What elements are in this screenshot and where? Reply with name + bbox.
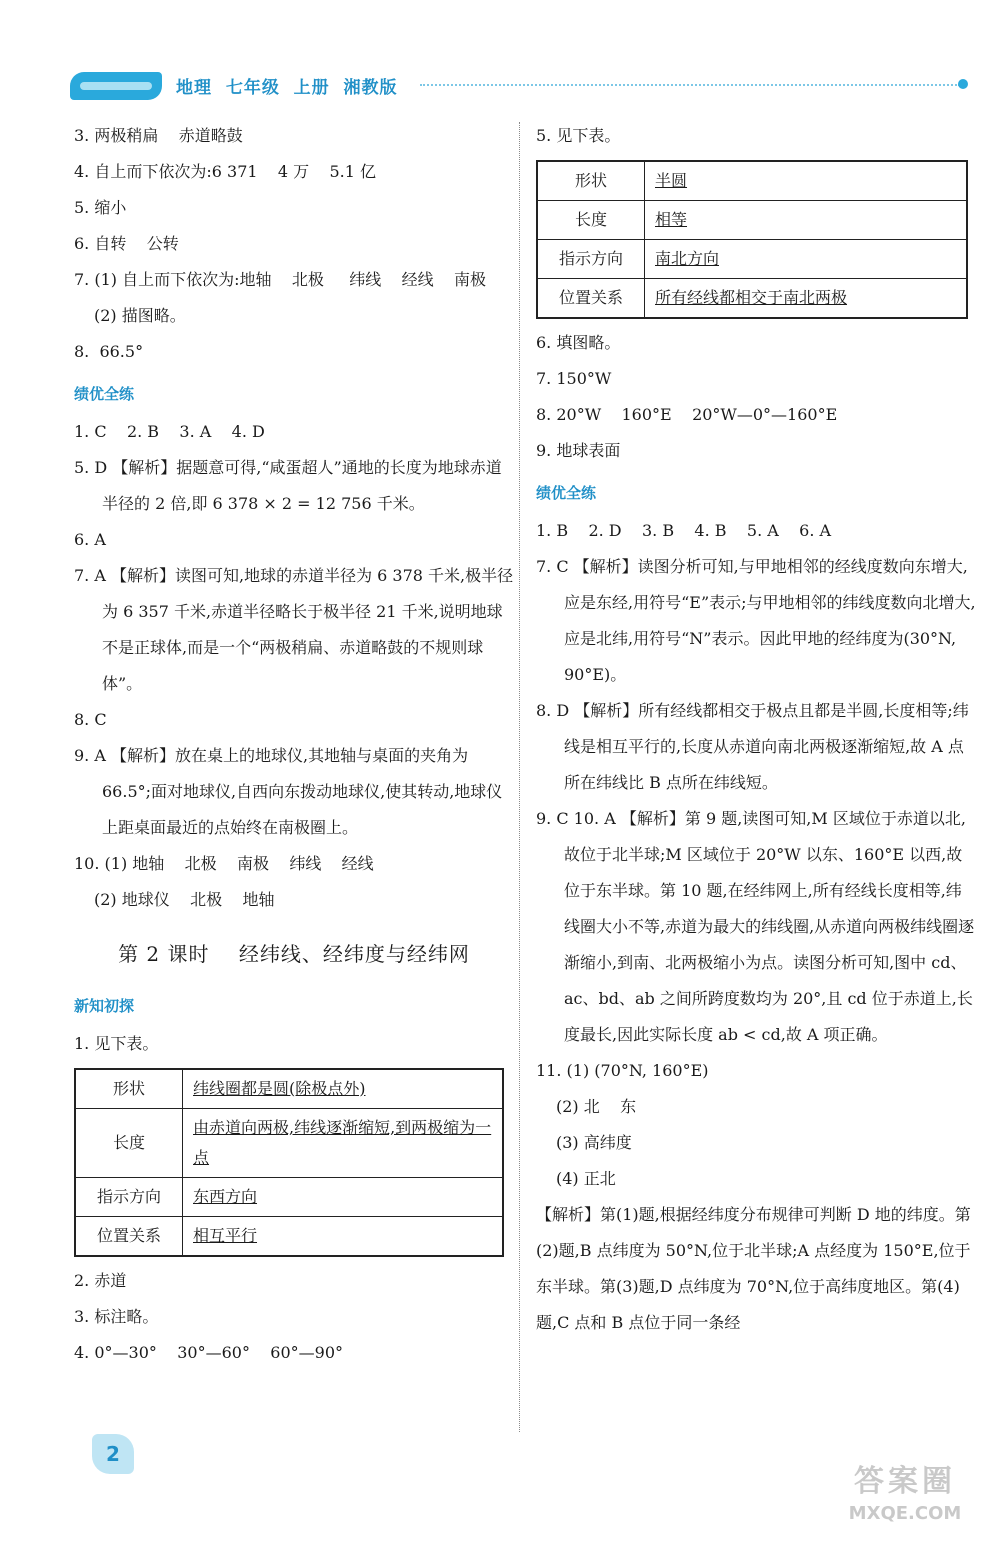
answer-line: 6. 自转 公转	[74, 234, 179, 253]
table-key: 位置关系	[75, 1217, 183, 1257]
answer-line: 9. 地球表面	[536, 441, 621, 460]
table-key: 指示方向	[537, 240, 645, 279]
table-key: 长度	[75, 1109, 183, 1178]
answer-line: 7. 150°W	[536, 369, 612, 388]
answer-line: 4. 自上而下依次为:6 371 4 万 5.1 亿	[74, 162, 377, 181]
column-divider	[519, 122, 520, 1432]
answer-line: 7. (1) 自上而下依次为:地轴 北极 纬线 经线 南极	[74, 270, 486, 289]
table-row	[75, 1178, 503, 1217]
answer-line: 1. C 2. B 3. A 4. D	[74, 422, 265, 441]
header-title: 地理 七年级 上册 湘教版	[176, 78, 398, 98]
answer-paragraph: 5. D 【解析】据题意可得,“咸蛋超人”通地的长度为地球赤道半径的 2 倍,即 6 378 × 2 = 12 756 千米。	[74, 458, 502, 513]
table-value: 纬线圈都是圆(除极点外)	[183, 1069, 504, 1109]
answer-line: (2) 描图略。	[94, 306, 186, 325]
watermark-logo: 答案圈	[854, 1464, 956, 1499]
table-key: 形状	[537, 161, 645, 201]
watermark-url: MXQE.COM	[848, 1503, 962, 1524]
table-value: 所有经线都相交于南北两极	[645, 279, 968, 319]
table-key: 位置关系	[537, 279, 645, 319]
answer-paragraph: 7. A 【解析】读图可知,地球的赤道半径为 6 378 千米,极半径为 6 357 千米,赤道半径略长于极半径 21 千米,说明地球不是正球体,而是一个“两极稍扁、赤道略鼓的不规则球体”。	[74, 566, 514, 693]
watermark	[820, 1462, 990, 1532]
answer-line: 3. 两极稍扁 赤道略鼓	[74, 126, 243, 145]
latitude-table	[74, 1068, 504, 1257]
answer-line: 8. 66.5°	[74, 342, 144, 361]
answer-line: (2) 北 东	[556, 1097, 637, 1116]
section-heading: 绩优全练	[74, 385, 135, 403]
table-value: 东西方向	[183, 1178, 504, 1217]
answer-paragraph: 【解析】第(1)题,根据经纬度分布规律可判断 D 地的纬度。第(2)题,B 点纬度为 50°N,位于北半球;A 点经度为 150°E,位于东半球。第(3)题,D 点纬度为 70°N,位于高纬度地区。第(4)题,C 点和 B 点位于同一条经	[536, 1205, 971, 1332]
answer-line: (2) 地球仪 北极 地轴	[94, 890, 275, 909]
table-value: 由赤道向两极,纬线逐渐缩短,到两极缩为一点	[183, 1109, 504, 1178]
answer-line: 5. 见下表。	[536, 126, 621, 145]
table-row	[75, 1109, 503, 1178]
answer-line: 11. (1) (70°N, 160°E)	[536, 1061, 709, 1080]
answer-line: (3) 高纬度	[556, 1133, 632, 1152]
table-row	[75, 1217, 503, 1257]
section-heading: 新知初探	[74, 997, 135, 1015]
header-logo-stripe	[80, 82, 152, 90]
lesson-title: 第 2 课时 经纬线、经纬度与经纬网	[118, 942, 470, 966]
table-key: 形状	[75, 1069, 183, 1109]
longitude-table	[536, 160, 968, 319]
answer-line: 6. 填图略。	[536, 333, 621, 352]
header-dot	[958, 79, 968, 89]
table-value: 相互平行	[183, 1217, 504, 1257]
answer-line: 1. B 2. D 3. B 4. B 5. A 6. A	[536, 521, 832, 540]
table-value: 南北方向	[645, 240, 968, 279]
answer-line: 4. 0°—30° 30°—60° 60°—90°	[74, 1343, 344, 1362]
answer-line: 1. 见下表。	[74, 1034, 159, 1053]
answer-line: 2. 赤道	[74, 1271, 127, 1290]
table-row	[75, 1069, 503, 1109]
answer-paragraph: 9. C 10. A 【解析】第 9 题,读图可知,M 区域位于赤道以北,故位于北半球;M 区域位于 20°W 以东、160°E 以西,故位于东半球。第 10 题,在经纬网上,所有经线长度相等,纬线圈大小不等,赤道为最大的纬线圈,从赤道向两极纬线圈逐渐缩小,到南、北两极缩小为点。读图分析可知,图中 cd、ac、bd、ab 之间所跨度数均为 20°,且 cd 位于赤道上,长度最长,因此实际长度 ab < cd,故 A 项正确。	[536, 809, 975, 1044]
answer-paragraph: 8. D 【解析】所有经线都相交于极点且都是半圆,长度相等;纬线是相互平行的,长度从赤道向南北两极逐渐缩短,故 A 点所在纬线比 B 点所在纬线短。	[536, 701, 969, 792]
table-row	[537, 161, 967, 201]
answer-line: 5. 缩小	[74, 198, 127, 217]
answer-paragraph: 9. A 【解析】放在桌上的地球仪,其地轴与桌面的夹角为 66.5°;面对地球仪,自西向东拨动地球仪,使其转动,地球仪上距桌面最近的点始终在南极圈上。	[74, 746, 503, 837]
left-column	[74, 118, 514, 1371]
answer-line: 3. 标注略。	[74, 1307, 159, 1326]
table-row	[537, 279, 967, 319]
header-logo	[70, 72, 162, 100]
answer-line: 8. C	[74, 710, 107, 729]
answer-line: 6. A	[74, 530, 106, 549]
table-row	[537, 201, 967, 240]
table-value: 半圆	[645, 161, 968, 201]
table-row	[537, 240, 967, 279]
table-value: 相等	[645, 201, 968, 240]
table-key: 长度	[537, 201, 645, 240]
answer-line: (4) 正北	[556, 1169, 616, 1188]
answer-line: 10. (1) 地轴 北极 南极 纬线 经线	[74, 854, 374, 873]
page-number: 2	[92, 1434, 134, 1474]
header-rule	[420, 84, 960, 86]
table-key: 指示方向	[75, 1178, 183, 1217]
answer-paragraph: 7. C 【解析】读图分析可知,与甲地相邻的经线度数向东增大,应是东经,用符号“E”表示;与甲地相邻的纬线度数向北增大,应是北纬,用符号“N”表示。因此甲地的经纬度为(30°N, 90°E)。	[536, 557, 976, 684]
right-column	[536, 118, 976, 1341]
answer-line: 8. 20°W 160°E 20°W—0°—160°E	[536, 405, 838, 424]
section-heading: 绩优全练	[536, 484, 597, 502]
